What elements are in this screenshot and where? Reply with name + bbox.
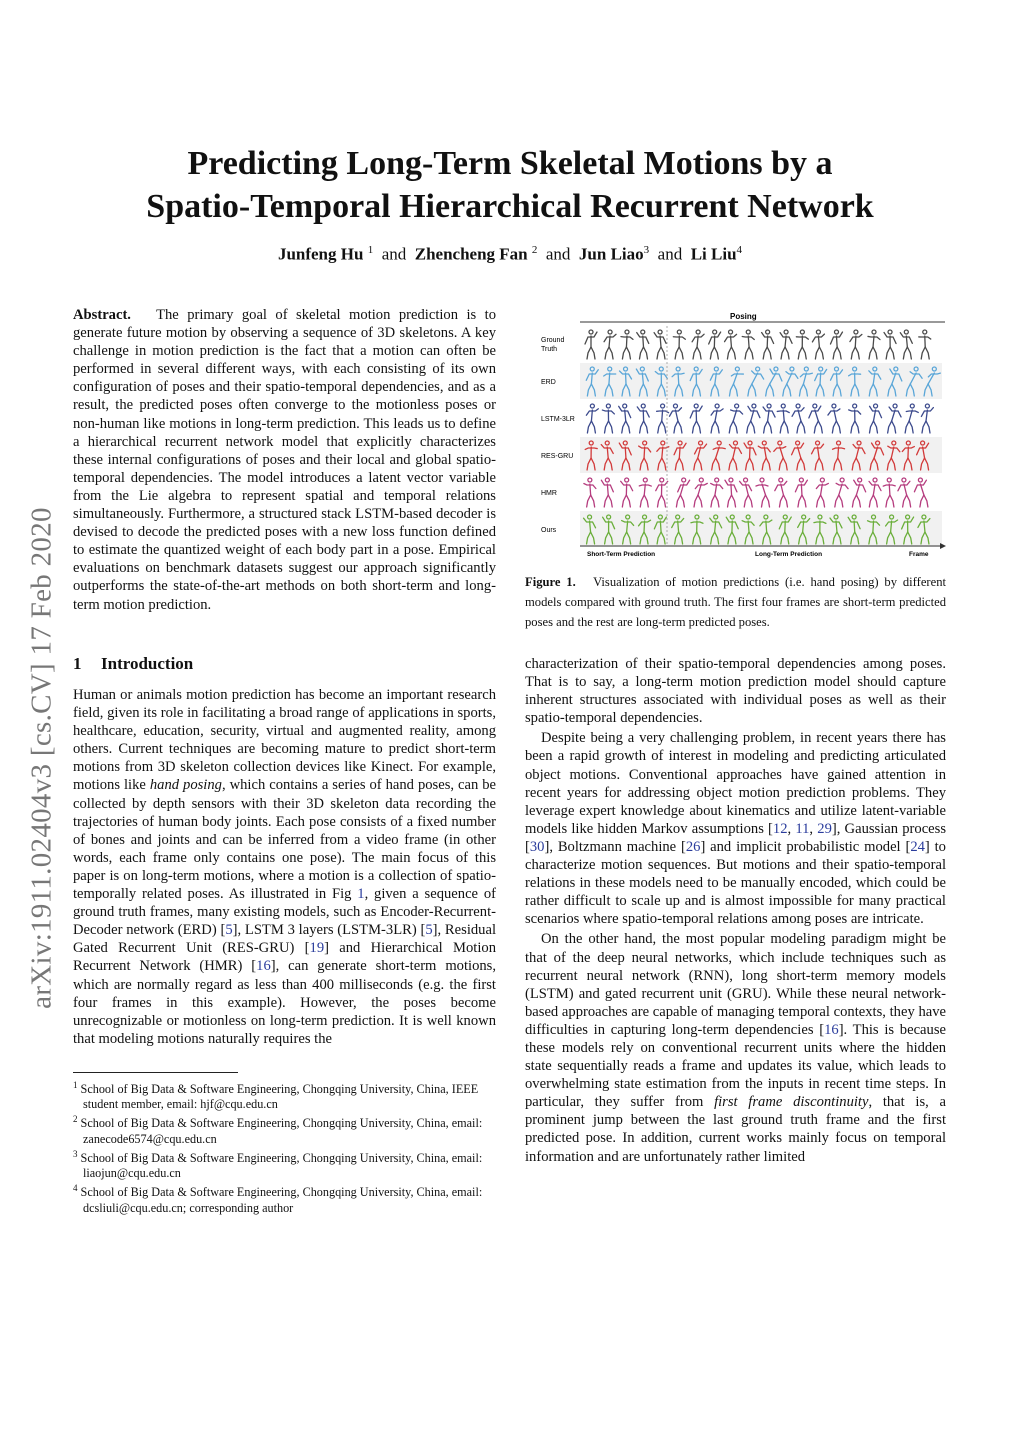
figure-1-caption xyxy=(525,572,946,632)
text-run: ], Gaussian process [ xyxy=(525,820,947,855)
author-1-affil: 1 xyxy=(367,244,374,256)
skeleton-head xyxy=(888,330,892,334)
abstract-label: Abstract. xyxy=(73,307,131,323)
pose-skeleton xyxy=(585,330,597,359)
pose-skeleton xyxy=(868,330,880,359)
skeleton-head xyxy=(800,330,804,334)
skeleton-legs xyxy=(920,495,928,507)
skeleton-head xyxy=(673,404,677,408)
skeleton-legs xyxy=(745,347,753,359)
skeleton-legs xyxy=(640,495,648,507)
footnote-text: School of Big Data & Software Engineering, Chongqing University, China, email: liaojun@cqu.edu.cn xyxy=(80,1151,483,1181)
skeleton-legs xyxy=(587,347,595,359)
skeleton-spine xyxy=(766,521,767,532)
section-title: Introduction xyxy=(101,654,194,673)
skeleton-head xyxy=(858,478,862,482)
text-run: ] and Hierarchical Motion Recurrent Network (HMR) [ xyxy=(73,940,496,975)
skeleton-head xyxy=(784,330,788,334)
text-run: , xyxy=(809,820,818,837)
skeleton-legs xyxy=(744,495,752,507)
skeleton-head xyxy=(744,478,748,482)
skeleton-head xyxy=(606,404,610,408)
pose-skeleton xyxy=(921,404,933,433)
author-list xyxy=(100,244,920,265)
skeleton-legs xyxy=(658,421,666,433)
skeleton-legs xyxy=(852,495,860,507)
skeleton-legs xyxy=(675,347,683,359)
pose-skeleton xyxy=(835,478,848,507)
pose-skeleton xyxy=(828,404,840,433)
citation-link[interactable]: 30 xyxy=(529,838,545,855)
skeleton-legs xyxy=(764,421,772,433)
intro-paragraph-continued: characterization of their spatio-temporal dependencies among poses. That is to say, a long-term motion prediction model should capture inherent structures associated with individual poses as well as their spatio-temporal dependencies. xyxy=(525,656,946,727)
skeleton-head xyxy=(589,330,593,334)
intro-paragraph-1 xyxy=(73,686,496,1048)
text-run: Human or animals motion prediction has become an important research field, given its role in facilitating a broad range of applications in sports, healthcare, education, security, virtual and augmented reality, among others. Current techniques are becoming mature to predict short-term motions from 3D skeleton collection devices like Kinect. For example, motions like xyxy=(73,687,496,794)
skeleton-head xyxy=(715,478,719,482)
skeleton-head xyxy=(918,478,922,482)
skeleton-head xyxy=(902,478,906,482)
pose-skeleton xyxy=(883,478,895,507)
skeleton-head xyxy=(660,478,664,482)
skeleton-head xyxy=(766,330,770,334)
skeleton-head xyxy=(729,330,733,334)
intro-paragraph-2 xyxy=(525,729,946,928)
skeleton-legs xyxy=(727,347,735,359)
skeleton-head xyxy=(588,478,592,482)
skeleton-spine xyxy=(678,521,679,532)
pose-skeleton xyxy=(740,478,753,507)
pose-skeleton xyxy=(709,330,721,359)
pose-skeleton xyxy=(780,330,792,359)
citation-link[interactable]: 19 xyxy=(309,940,325,957)
skeleton-head xyxy=(608,330,612,334)
pose-skeleton xyxy=(869,478,881,507)
skeleton-legs xyxy=(815,347,823,359)
skeleton-head xyxy=(872,330,876,334)
text-run: ], Residual Gated Recurrent Unit (RES-GRU) [ xyxy=(73,922,497,957)
pose-skeleton xyxy=(900,330,912,359)
skeleton-spine xyxy=(873,521,874,532)
citation-link[interactable]: 24 xyxy=(910,838,925,855)
skeleton-legs xyxy=(921,347,929,359)
skeleton-legs xyxy=(674,421,682,433)
pose-skeleton xyxy=(729,404,742,433)
figure-row-band xyxy=(580,511,942,547)
pose-skeleton xyxy=(747,404,760,433)
skeleton-head xyxy=(893,404,897,408)
skeleton-head xyxy=(625,478,629,482)
citation-link[interactable]: 11 xyxy=(795,820,810,837)
skeleton-head xyxy=(796,404,800,408)
skeleton-spine xyxy=(660,521,661,532)
skeleton-legs xyxy=(905,421,913,433)
skeleton-legs xyxy=(587,421,595,433)
pose-skeleton xyxy=(669,404,681,433)
skeleton-legs xyxy=(886,495,894,507)
figure-row-label: ERD xyxy=(541,379,556,386)
pose-skeleton xyxy=(711,478,723,507)
pose-skeleton xyxy=(621,330,633,359)
skeleton-head xyxy=(752,404,756,408)
pose-skeleton xyxy=(756,478,769,507)
citation-link[interactable]: 12 xyxy=(772,820,788,837)
skeleton-legs xyxy=(869,347,877,359)
pose-skeleton xyxy=(639,478,651,507)
pose-skeleton xyxy=(905,404,918,433)
citation-link[interactable]: 5 xyxy=(225,922,233,939)
skeleton-head xyxy=(729,478,733,482)
pose-skeleton xyxy=(725,330,737,359)
skeleton-head xyxy=(853,404,857,408)
footnote-text: School of Big Data & Software Engineering, Chongqing University, China, email: dcsliuli@cqu.edu.cn; corresponding author xyxy=(80,1185,483,1215)
pose-skeleton xyxy=(852,478,865,507)
section-heading-introduction xyxy=(73,654,193,674)
skeleton-head xyxy=(925,404,929,408)
pose-skeleton xyxy=(919,330,931,359)
skeleton-legs xyxy=(587,495,595,507)
author-sep: and xyxy=(657,244,683,264)
footnote-mark: 1 xyxy=(73,1080,78,1090)
skeleton-legs xyxy=(694,495,702,507)
skeleton-legs xyxy=(676,495,684,507)
pose-skeleton xyxy=(869,404,881,433)
skeleton-head xyxy=(760,478,764,482)
skeleton-legs xyxy=(747,421,755,433)
skeleton-legs xyxy=(622,347,630,359)
short-term-label: Short-Term Prediction xyxy=(587,551,656,558)
skeleton-legs xyxy=(833,347,841,359)
skeleton-legs xyxy=(710,347,718,359)
skeleton-head xyxy=(713,330,717,334)
text-run: On the other hand, the most popular modeling paradigm might be that of the deep neural networks, which include techniques such as recurrent neural network (RNN), long short-term memory models (LSTM) and gated recurrent unit (GRU). While these neural network-based approaches are capable of managing temporal contexts, they have difficulties in capturing long-term dependencies [ xyxy=(525,931,946,1038)
footnote-divider xyxy=(73,1072,238,1073)
skeleton-legs xyxy=(622,495,630,507)
figure-row-label: Ground xyxy=(541,337,565,344)
citation-link[interactable]: 26 xyxy=(685,838,701,855)
frame-axis-arrow xyxy=(940,543,946,549)
pose-skeleton xyxy=(725,478,737,507)
pose-skeleton xyxy=(792,404,805,433)
author-1: Junfeng Hu xyxy=(277,244,364,264)
skeleton-head xyxy=(854,330,858,334)
skeleton-head xyxy=(904,330,908,334)
pose-skeleton xyxy=(654,330,666,359)
skeleton-head xyxy=(910,404,914,408)
pose-skeleton xyxy=(656,478,668,507)
text-run: , xyxy=(787,820,796,837)
skeleton-head xyxy=(641,330,645,334)
skeleton-head xyxy=(840,478,844,482)
citation-link[interactable]: 5 xyxy=(425,922,433,939)
skeleton-legs xyxy=(903,347,911,359)
author-2: Zhencheng Fan xyxy=(414,244,528,264)
arxiv-id: arXiv:1911.02404v3 [cs.CV] 17 Feb 2020 xyxy=(25,507,58,1009)
text-run: ], Boltzmann machine [ xyxy=(544,838,686,855)
pose-skeleton xyxy=(584,478,596,507)
emphasis-text: first frame discontinuity xyxy=(714,1094,869,1111)
skeleton-legs xyxy=(851,421,859,433)
footnote xyxy=(73,1147,496,1181)
pose-skeleton xyxy=(621,478,633,507)
skeleton-legs xyxy=(869,495,877,507)
skeleton-head xyxy=(820,478,824,482)
skeleton-head xyxy=(605,478,609,482)
citation-link[interactable]: 29 xyxy=(817,820,832,837)
skeleton-legs xyxy=(814,421,822,433)
skeleton-legs xyxy=(657,347,665,359)
skeleton-head xyxy=(816,330,820,334)
skeleton-head xyxy=(623,404,627,408)
author-3: Jun Liao xyxy=(578,244,644,264)
skeleton-legs xyxy=(869,421,877,433)
pose-skeleton xyxy=(762,330,774,359)
skeleton-head xyxy=(767,404,771,408)
pose-skeleton xyxy=(676,478,689,507)
skeleton-legs xyxy=(903,495,911,507)
skeleton-head xyxy=(923,330,927,334)
section-number: 1 xyxy=(73,654,82,673)
caption-text: Visualization of motion predictions (i.e. hand posing) by different models compared with ground truth. The first four frames are short-term predicted poses and the rest are long-term predicted poses. xyxy=(525,575,947,629)
skeleton-head xyxy=(799,478,803,482)
skeleton-head xyxy=(834,330,838,334)
pose-skeleton xyxy=(604,330,616,359)
skeleton-legs xyxy=(781,347,789,359)
author-3-affil: 3 xyxy=(643,244,650,256)
citation-link[interactable]: 16 xyxy=(824,1021,839,1038)
skeleton-legs xyxy=(797,421,805,433)
text-run: , given a sequence of ground truth frames, many existing models, such as Encoder-Recurrent-Decoder network (ERD) [ xyxy=(73,886,496,939)
skeleton-legs xyxy=(711,495,719,507)
skeleton-head xyxy=(590,404,594,408)
footnote xyxy=(73,1078,496,1112)
skeleton-head xyxy=(661,404,665,408)
skeleton-legs xyxy=(729,421,737,433)
skeleton-head xyxy=(677,330,681,334)
skeleton-spine xyxy=(854,521,855,532)
author-sep: and xyxy=(545,244,571,264)
skeleton-head xyxy=(779,478,783,482)
author-sep: and xyxy=(381,244,407,264)
skeleton-legs xyxy=(922,421,930,433)
figure-row-label: LSTM-3LR xyxy=(541,416,575,423)
skeleton-legs xyxy=(605,347,613,359)
pose-skeleton xyxy=(898,478,911,507)
skeleton-legs xyxy=(711,421,719,433)
footnote-mark: 3 xyxy=(73,1148,78,1159)
skeleton-legs xyxy=(639,347,647,359)
text-run: ], LSTM 3 layers (LSTM-3LR) [ xyxy=(232,922,426,939)
footnotes xyxy=(73,1078,496,1216)
abstract xyxy=(73,306,496,614)
figure-row-label: HMR xyxy=(541,490,557,497)
intro-paragraph-3 xyxy=(525,930,946,1165)
pose-skeleton xyxy=(619,404,631,433)
author-2-affil: 2 xyxy=(531,244,538,256)
skeleton-legs xyxy=(780,421,788,433)
pose-skeleton xyxy=(884,330,896,359)
skeleton-head xyxy=(625,330,629,334)
footnote-mark: 2 xyxy=(73,1114,78,1125)
skeleton-legs xyxy=(604,495,612,507)
pose-skeleton xyxy=(602,404,614,433)
skeleton-legs xyxy=(888,421,896,433)
pose-skeleton xyxy=(763,404,775,433)
figure-rows xyxy=(541,330,942,547)
pose-skeleton xyxy=(637,404,649,433)
skeleton-head xyxy=(873,478,877,482)
skeleton-head xyxy=(643,478,647,482)
footnote xyxy=(73,1181,496,1215)
skeleton-legs xyxy=(832,421,840,433)
paper-title xyxy=(100,142,920,228)
text-run: Despite being a very challenging problem, in recent years there has been a rapid growth of interest in modeling and predicting articulated object motions. Conventional approaches have gained attention in recent years for addressing object motion prediction problems. They leverage expert knowledge about kinematics and utilize latent-variable models like hidden Markov assumptions [ xyxy=(525,730,946,837)
intro-left-column xyxy=(73,686,496,1048)
skeleton-head xyxy=(813,404,817,408)
title-line-1: Predicting Long-Term Skeletal Motions by a xyxy=(187,145,833,182)
emphasis-text: hand posing xyxy=(149,777,222,794)
pose-grid-figure xyxy=(525,308,946,560)
pose-skeleton xyxy=(816,478,828,507)
text-run: , which contains a series of hand poses, can be collected by depth sensors with their 3D skeleton data recording the trajectories of human body joints. Each pose consists of a fixed number of bones and joints and can be inferred from a video frame (in other words, each frame only contains one pose). The main focus of this paper is on long-term motions, where a motion is a collection of spatio-temporally related poses. As illustrated in Fig xyxy=(73,777,497,903)
skeleton-legs xyxy=(692,421,700,433)
skeleton-spine xyxy=(748,521,749,532)
citation-link[interactable]: 16 xyxy=(256,958,271,975)
skeleton-head xyxy=(696,330,700,334)
skeleton-legs xyxy=(779,495,787,507)
figure-row-label: RES-GRU xyxy=(541,453,574,460)
skeleton-legs xyxy=(622,421,630,433)
skeleton-legs xyxy=(762,495,770,507)
skeleton-legs xyxy=(798,347,806,359)
skeleton-head xyxy=(694,404,698,408)
text-run: , that is, a prominent jump between the last ground truth frame and the first predicted pose. In addition, current works mainly focus on temporal information and are unfortunately rather limited xyxy=(525,1094,946,1165)
author-4-affil: 4 xyxy=(736,244,743,256)
text-run: ] to characterize motion sequences. But motions and their spatio-temporal relations in these models need to be manually encoded, which could be rather difficult to scale up and is almost impossible for many practical scenarios where spatio-temporal relations among poses are intricate. xyxy=(525,838,946,928)
footnote-text: School of Big Data & Software Engineering, Chongqing University, China, IEEE student member, email: hjf@cqu.edu.cn xyxy=(80,1082,479,1112)
frame-label: Frame xyxy=(909,551,929,558)
skeleton-head xyxy=(781,404,785,408)
pose-skeleton xyxy=(809,404,822,433)
skeleton-legs xyxy=(658,495,666,507)
text-run: ]. This is because these models rely on conventional recurrent units where the hidden state sequentially reads a frame and updates its value, which leads to overwhelming state estimation from the inputs in recent time steps. In particular, they suffer from xyxy=(525,1021,946,1111)
skeleton-head xyxy=(887,478,891,482)
footnote-mark: 4 xyxy=(73,1183,78,1194)
pose-skeleton xyxy=(586,404,598,433)
figure-ref-link[interactable]: 1 xyxy=(357,886,365,903)
footnote-text: School of Big Data & Software Engineering, Chongqing University, China, email: zanecode6574@cqu.edu.cn xyxy=(80,1116,483,1146)
pose-skeleton xyxy=(796,330,808,359)
skeleton-legs xyxy=(640,421,648,433)
pose-skeleton xyxy=(775,478,788,507)
skeleton-legs xyxy=(798,495,806,507)
footnote xyxy=(73,1112,496,1146)
skeleton-legs xyxy=(835,495,843,507)
pose-skeleton xyxy=(742,330,754,359)
pose-skeleton xyxy=(601,478,613,507)
skeleton-legs xyxy=(851,347,859,359)
pose-skeleton xyxy=(777,404,789,433)
caption-label: Figure 1. xyxy=(525,575,576,589)
pose-skeleton xyxy=(637,330,649,359)
title-line-2: Spatio-Temporal Hierarchical Recurrent Network xyxy=(146,188,874,225)
text-run: ] and implicit probabilistic model [ xyxy=(700,838,911,855)
skeleton-legs xyxy=(605,421,613,433)
pose-skeleton xyxy=(711,404,723,433)
text-run: ], can generate short-term motions, which are normally regard as less than 400 milliseconds (e.g. the first four frames in this example). However, the poses become unrecognizable or motionless on long-term prediction. It is well known that modeling motions naturally requires the xyxy=(73,958,496,1047)
pose-skeleton xyxy=(692,330,704,359)
pose-skeleton xyxy=(914,478,927,507)
skeleton-legs xyxy=(817,495,825,507)
skeleton-head xyxy=(658,330,662,334)
pose-skeleton xyxy=(694,478,707,507)
abstract-text: The primary goal of skeletal motion prediction is to generate future motion by observing a sequence of 3D skeletons. A key challenge in motion prediction is the fact that a motion can often be performed in several different ways, with each consisting of its own configuration of poses and their spatio-temporal dependencies, and as a result, the predicted poses often converge to the motionless poses or non-human like motions in long-term prediction. This leads us to define a hierarchical recurrent network model that explicitly characterizes these internal configurations of poses and their local and global spatio-temporal dependencies. The model introduces a latent vector variable from the Lie algebra to represent spatial and temporal relations simultaneously. Furthermore, a structured stack LSTM-based decoder is devised to decode the predicted poses with a new loss function defined to estimate the quantized weight of each body part in a pose. Empirical evaluations on benchmark datasets suggest our approach significantly outperforms the state-of-the-art methods on both short-term and long-term motion prediction. xyxy=(73,307,497,613)
figure-1 xyxy=(525,308,946,560)
pose-skeleton xyxy=(888,404,901,433)
skeleton-head xyxy=(699,478,703,482)
skeleton-legs xyxy=(728,495,736,507)
pose-skeleton xyxy=(673,330,685,359)
skeleton-head xyxy=(735,404,739,408)
pose-skeleton xyxy=(850,330,862,359)
pose-skeleton xyxy=(849,404,861,433)
skeleton-spine xyxy=(644,521,645,532)
skeleton-head xyxy=(682,478,686,482)
skeleton-legs xyxy=(886,347,894,359)
skeleton-head xyxy=(832,404,836,408)
figure-row-label: Truth xyxy=(541,346,558,353)
figure-row-label: Ours xyxy=(541,527,557,534)
pose-skeleton xyxy=(830,330,842,359)
arxiv-sidebar xyxy=(22,448,62,1068)
skeleton-legs xyxy=(693,347,701,359)
pose-skeleton xyxy=(812,330,824,359)
skeleton-head xyxy=(746,330,750,334)
skeleton-legs xyxy=(763,347,771,359)
figure-header: Posing xyxy=(730,312,757,321)
skeleton-head xyxy=(715,404,719,408)
pose-skeleton xyxy=(690,404,702,433)
author-4: Li Liu xyxy=(690,244,737,264)
long-term-label: Long-Term Prediction xyxy=(755,551,823,558)
skeleton-head xyxy=(874,404,878,408)
intro-right-column xyxy=(525,655,946,1166)
pose-skeleton xyxy=(795,478,807,507)
skeleton-head xyxy=(641,404,645,408)
